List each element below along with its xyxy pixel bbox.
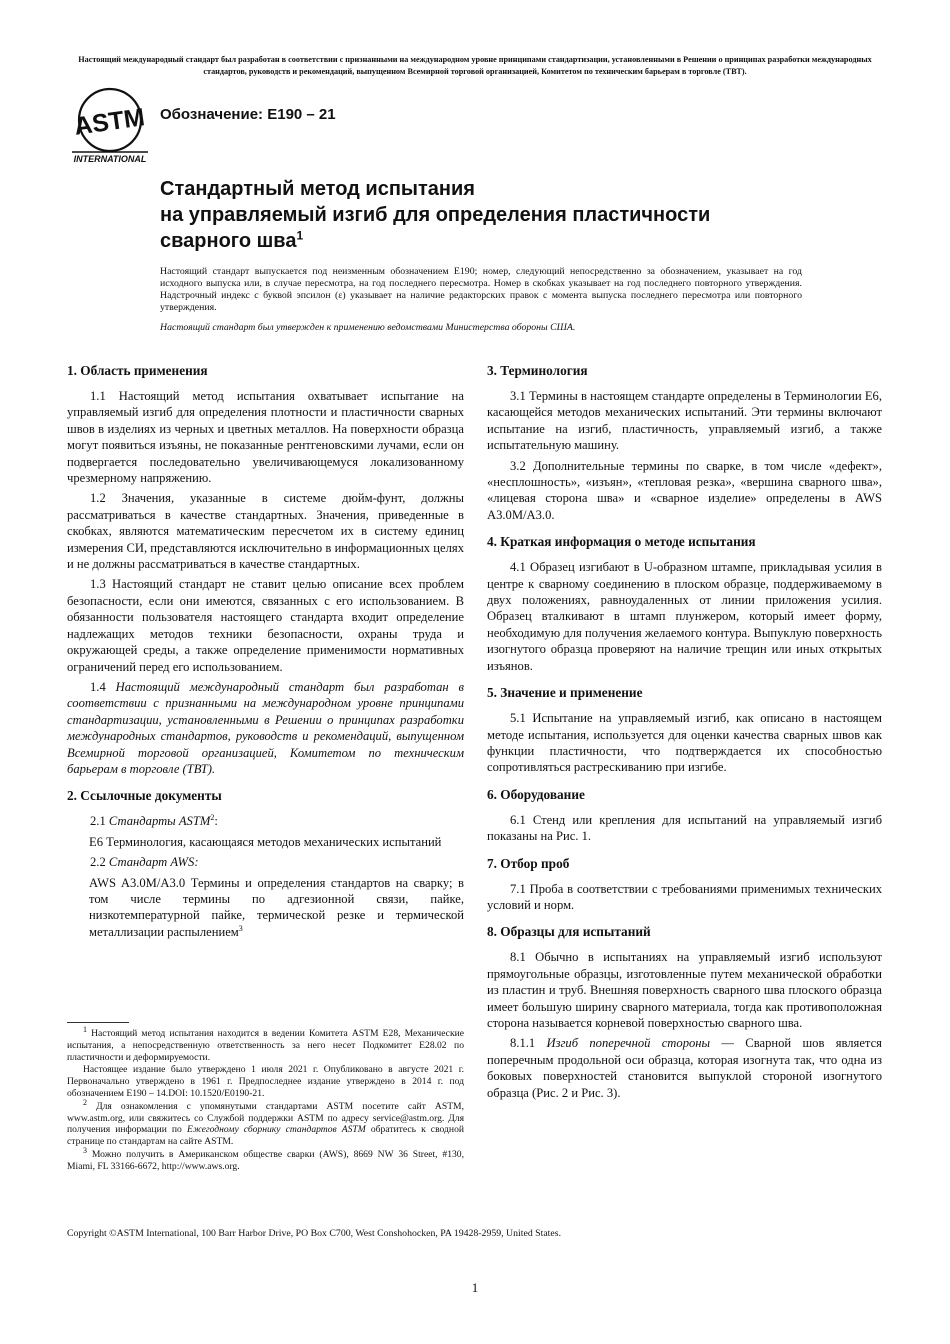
document-title: Стандартный метод испытания на управляемый изгиб для определения пластичности сварного шва$^1$ <box>160 178 711 252</box>
paragraph: 7.1 Проба в соответствии с требованиями применимых технических условий и норм. <box>487 881 882 912</box>
footnotes <box>67 1022 464 1174</box>
paragraph: 5.1 Испытание на управляемый изгиб, как описано в настоящем методе испытания, используется для оценки качества сварных швов как функции пластичности, что подтверждается их способностью сопротивляться растрескиванию при изгибе. <box>487 711 882 775</box>
subsection-title: 2.2 Стандарт AWS: <box>90 855 199 870</box>
section-heading: 8. Образцы для испытаний <box>487 924 651 940</box>
logo-sub-text: INTERNATIONAL <box>73 154 147 164</box>
section-heading: 5. Значение и применение <box>487 685 643 701</box>
preamble <box>160 266 802 334</box>
section-heading: 6. Оборудование <box>487 786 585 802</box>
title-footnote-mark: 1 <box>296 228 304 243</box>
copyright: Copyright ©ASTM International, 100 Barr Harbor Drive, PO Box C700, West Conshohocken, PA 19428-2959, United States. <box>67 1228 562 1239</box>
section-heading: 7. Отбор проб <box>487 855 570 871</box>
section-heading: 4. Краткая информация о методе испытания <box>487 534 756 550</box>
paragraph: 3.2 Дополнительные термины по сварке, в том числе «дефект», «несплошность», «изъян», «тепловая резка», «вершина сварного шва», «лицевая сторона шва» и «сварное изделие» определены в AWS A3.0M/A3.0. <box>487 458 882 522</box>
paragraph: 3.1 Термины в настоящем стандарте определены в Терминологии E6, касающейся методов механических испытаний. Эти термины включают испытание на изгиб, пластичность, управляемый изгиб, а также испытательную машину. <box>487 389 882 453</box>
reference-item: AWS A3.0M/A3.0 Термины и определения стандартов на сварку; в том числе термины по адгезионной связи, пайке, низкотемпературной пайке, термической резке и термической металлизации распылением$^3$ <box>89 875 464 939</box>
page-number: 1 <box>471 1280 479 1295</box>
right-column <box>487 362 882 1105</box>
subsection-title: 2.1 Стандарты ASTM$^2$: <box>90 813 218 829</box>
header-notice: Настоящий международный стандарт был разработан в соответствии с признанными на международном уровне принципами стандартизации, установленными в Решении о принципах разработки международных стандартов, руководств и рекомендаций, выпущенном Всемирной торговой организацией, Комитетом по техническим барьерам в торговле (ТВТ). <box>78 55 872 76</box>
paragraph: 8.1.1 Изгиб поперечной стороны — Сварной шов является поперечным продольной оси образца, которая изогнута так, что одна из боковых поверхностей становится выпуклой стороной изогнутого образца (Рис. 2 и Рис. 3). <box>487 1036 882 1100</box>
designation: Обозначение: E190 – 21 <box>160 106 336 123</box>
astm-logo <box>68 86 152 166</box>
footnote: Настоящее издание было утверждено 1 июля 2021 г. Опубликовано в августе 2021 г. Первоначально утверждено в 1961 г. Предпоследнее издание утверждено в 2014 г. под обозначением E190 – 14.DOI: 10.1520/E0190-21. <box>67 1064 464 1099</box>
section-heading: 2. Ссылочные документы <box>67 788 222 804</box>
paragraph: 4.1 Образец изгибают в U-образном штампе, прикладывая усилия в центре к сварному соединению в плоском образце, поддерживаемому в двух положениях, равноудаленных от линии приложения усилия. Образец вталкивают в штамп плунжером, который имеет форму, необходимую для получения желаемого контура. Выпуклую поверхность изогнутого образца проверяют на наличие трещин или иных открытых изъянов. <box>487 560 882 673</box>
section-heading: 1. Область применения <box>67 363 208 378</box>
approval-note: Настоящий стандарт был утвержден к применению ведомствами Министерства обороны США. <box>160 322 576 333</box>
paragraph: 8.1 Обычно в испытаниях на управляемый изгиб используют прямоугольные образцы, изготовленные путем механической обработки из пластин и труб. Внешняя поверхность сварного шва плоского образца имеет большую ширину сварного материала, тогда как противоположная сторона называется корневой поверхностью сварного шва. <box>487 950 882 1030</box>
footnote: $^1$ Настоящий метод испытания находится в ведении Комитета ASTM E28, Механические испытания, а непосредственную ответственность за него несет Подкомитет E28.02 по пластичности и деформируемости. <box>67 1024 464 1063</box>
footnote: $^2$ Для ознакомления с упомянутыми стандартами ASTM посетите сайт ASTM, www.astm.org, или свяжитесь со Службой поддержки ASTM по адресу service@astm.org. Для получения информации по Ежегодному сборнику стандартов ASTM обратитесь к сводной странице по стандартам на сайте ASTM. <box>67 1097 464 1148</box>
paragraph: 1.4 Настоящий международный стандарт был разработан в соответствии с признанными на международном уровне принципами стандартизации, установленными в Решении о принципах разработки международных стандартов, руководств и рекомендаций, выпущенном Всемирной торговой организацией, Комитетом по техническим барьерам в торговле (ТВТ). <box>67 679 464 776</box>
left-column <box>67 362 464 944</box>
reference-item: E6 Терминология, касающаяся методов механических испытаний <box>89 834 442 849</box>
paragraph: 1.2 Значения, указанные в системе дюйм-фунт, должны рассматриваться в качестве стандартных. Значения, приведенные в скобках, являются математическим пересчетом их в систему единиц измерения СИ, представляются исключительно в информационных целях и не должны рассматриваться в качестве стандартных. <box>67 491 464 572</box>
paragraph: 1.1 Настоящий метод испытания охватывает испытание на управляемый изгиб для определения плотности и пластичности сварных швов в изделиях из черных и цветных металлов. На поверхности образца могут появиться изъяны, не показанные рентгеновскими лучами, если он подвергается последовательно увеличивающемуся локализованному чрезмерному напряжению. <box>67 389 464 486</box>
footnote-rule <box>67 1022 129 1023</box>
paragraph: 6.1 Стенд или крепления для испытаний на управляемый изгиб показаны на Рис. 1. <box>487 812 882 844</box>
section-heading: 3. Терминология <box>487 363 588 378</box>
preamble-text: Настоящий стандарт выпускается под неизменным обозначением E190; номер, следующий непосредственно за обозначением, указывает на год исходного выпуска или, в случае пересмотра, на год последнего пересмотра. Номер в скобках указывает на год последнего повторного утверждения. Надстрочный индекс с буквой эпсилон (ε) указывает на наличие редакторских правок с момента выпуска последнего пересмотра или повторного утверждения. <box>160 266 802 313</box>
footnote: $^3$ Можно получить в Американском обществе сварки (AWS), 8669 NW 36 Street, #130, Miami, FL 33166-6672, http://www.aws.org. <box>67 1145 465 1172</box>
logo-main-text: ASTM <box>72 103 147 141</box>
paragraph: 1.3 Настоящий стандарт не ставит целью описание всех проблем безопасности, если они имеются, связанных с его использованием. В обязанности пользователя настоящего стандарта входит определение надлежащих методов техники безопасности, охраны труда и окружающей среды, а также определение применимости нормативных ограничений перед его использованием. <box>67 577 464 674</box>
